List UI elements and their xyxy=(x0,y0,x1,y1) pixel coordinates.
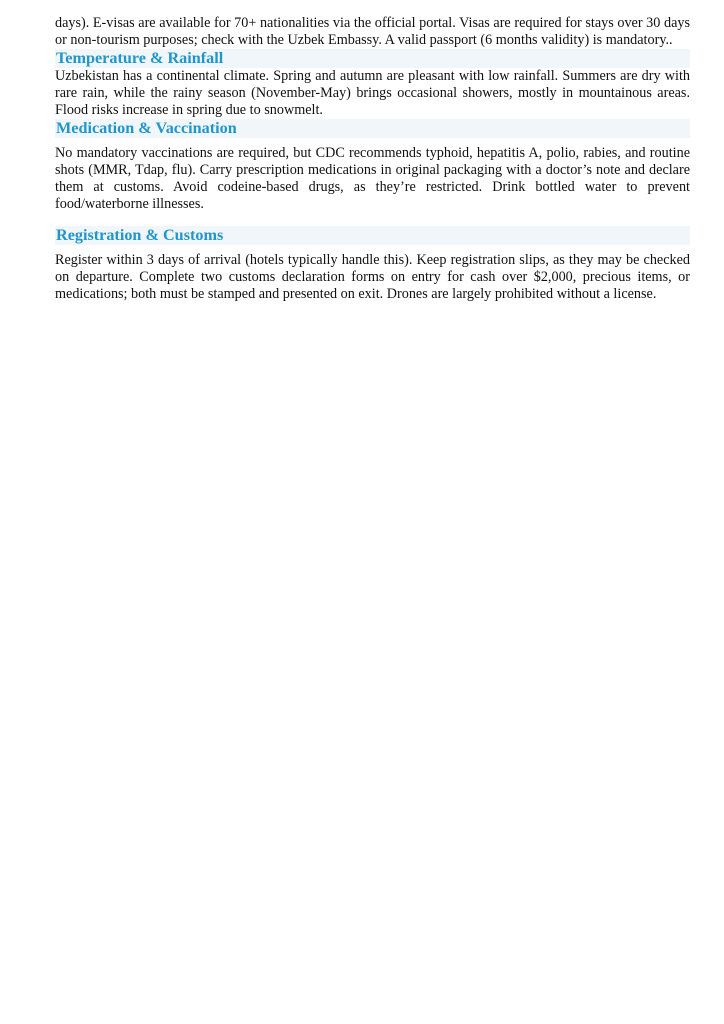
medication-vaccination-paragraph: No mandatory vaccinations are required, but CDC recommends typhoid, hepatitis A, polio, rabies, and routine shots (MMR, Tdap, flu). Carry prescription medications in original packaging with a doctor’s note and declare them at customs. Avoid codeine-based drugs, as they’re restricted. Drink bottled water to prevent food/waterborne illnesses. xyxy=(55,145,690,212)
section-heading-medication-vaccination: Medication & Vaccination xyxy=(55,119,690,138)
section-heading-registration-customs: Registration & Customs xyxy=(55,226,690,245)
temperature-rainfall-paragraph: Uzbekistan has a continental climate. Spring and autumn are pleasant with low rainfall. Summers are dry with rare rain, while the rainy season (November-May) brings occasional showers, mostly in mountainous areas. Flood risks increase in spring due to snowmelt. xyxy=(55,68,690,118)
registration-customs-paragraph: Register within 3 days of arrival (hotels typically handle this). Keep registration slips, as they may be checked on departure. Complete two customs declaration forms on entry for cash over $2,000, precious items, or medications; both must be stamped and presented on exit. Drones are largely prohibited without a license. xyxy=(55,252,690,302)
section-heading-temperature-rainfall: Temperature & Rainfall xyxy=(55,49,690,68)
visa-paragraph: days). E-visas are available for 70+ nationalities via the official portal. Visas are required for stays over 30 days or non-tourism purposes; check with the Uzbek Embassy. A valid passport (6 months validity) is mandatory.. xyxy=(55,15,690,48)
document-page xyxy=(55,15,690,303)
